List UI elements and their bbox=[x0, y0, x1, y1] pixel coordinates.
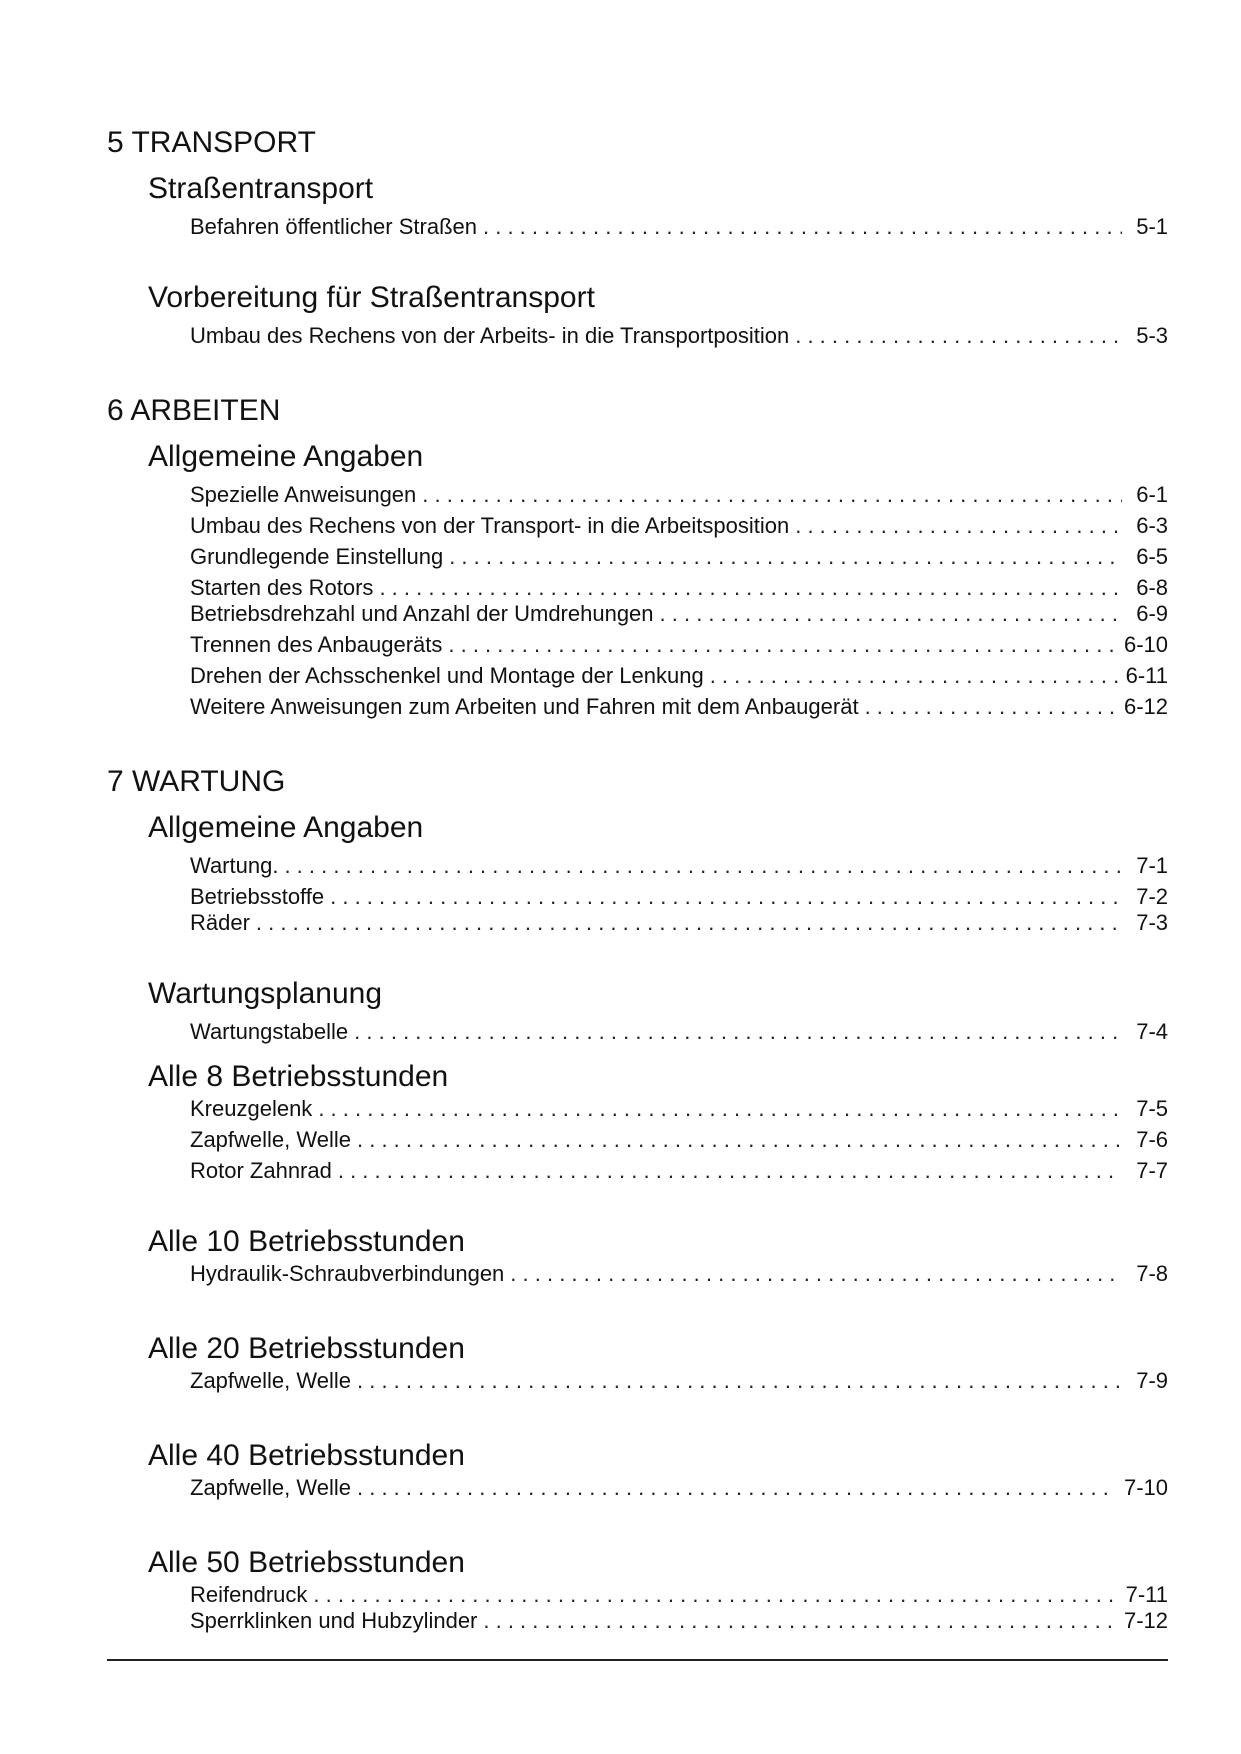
toc-entry-page: 6-1 bbox=[1136, 482, 1168, 507]
toc-entry-page: 7-3 bbox=[1136, 910, 1168, 935]
toc-entry-page: 7-9 bbox=[1136, 1368, 1168, 1393]
toc-entry-title: Zapfwelle, Welle bbox=[190, 1127, 351, 1152]
dot-leader bbox=[449, 544, 1122, 570]
toc-entry[interactable] bbox=[190, 1261, 1168, 1287]
toc-entry-title: Drehen der Achsschenkel und Montage der Lenkung bbox=[190, 663, 704, 688]
toc-entry[interactable] bbox=[190, 1475, 1168, 1501]
dot-leader bbox=[357, 1127, 1122, 1153]
section-heading: Wartungsplanung bbox=[148, 977, 383, 1010]
section-heading: Allgemeine Angaben bbox=[148, 811, 424, 844]
toc-entry-page: 6-12 bbox=[1123, 694, 1168, 719]
toc-entry-page: 5-3 bbox=[1136, 323, 1168, 348]
toc-entry-title: Zapfwelle, Welle bbox=[190, 1475, 351, 1500]
toc-entry-page: 7-10 bbox=[1123, 1475, 1168, 1500]
toc-entry-title: Wartung. bbox=[190, 853, 279, 878]
toc-entry-page: 7-5 bbox=[1136, 1096, 1168, 1121]
dot-leader bbox=[710, 663, 1118, 689]
toc-entry-page: 6-10 bbox=[1123, 632, 1168, 657]
toc-entry-title: Wartungstabelle bbox=[190, 1019, 349, 1044]
toc-entry-page: 7-4 bbox=[1136, 1019, 1168, 1044]
toc-entry-title: Kreuzgelenk bbox=[190, 1096, 313, 1121]
section-heading: Alle 40 Betriebsstunden bbox=[148, 1439, 465, 1472]
toc-entry[interactable] bbox=[190, 575, 1168, 601]
toc-entry-title: Umbau des Rechens von der Transport- in die Arbeitsposition bbox=[190, 513, 790, 538]
toc-entry[interactable] bbox=[190, 1582, 1168, 1608]
toc-entry-title: Hydraulik-Schraubverbindungen bbox=[190, 1261, 505, 1286]
toc-entry-page: 7-8 bbox=[1136, 1261, 1168, 1286]
toc-entry-title: Befahren öffentlicher Straßen bbox=[190, 214, 477, 239]
toc-entry-page: 7-1 bbox=[1136, 853, 1168, 878]
section-heading: Alle 50 Betriebsstunden bbox=[148, 1546, 465, 1579]
chapter-heading: 5 TRANSPORT bbox=[107, 126, 316, 159]
toc-entry-title: Betriebsstoffe bbox=[190, 884, 325, 909]
dot-leader bbox=[795, 513, 1122, 539]
toc-entry-title: Trennen des Anbaugeräts bbox=[190, 632, 443, 657]
toc-entry-page: 6-5 bbox=[1136, 544, 1168, 569]
toc-entry[interactable] bbox=[190, 694, 1168, 720]
dot-leader bbox=[354, 1019, 1122, 1045]
toc-entry[interactable] bbox=[190, 482, 1168, 508]
toc-entry-page: 7-7 bbox=[1136, 1158, 1168, 1183]
dot-leader bbox=[379, 575, 1122, 601]
dot-leader bbox=[357, 1368, 1122, 1394]
dot-leader bbox=[357, 1475, 1116, 1501]
dot-leader bbox=[422, 482, 1122, 508]
toc-entry-title: Räder bbox=[190, 910, 250, 935]
section-heading: Allgemeine Angaben bbox=[148, 440, 424, 473]
section-heading: Straßentransport bbox=[148, 172, 374, 205]
dot-leader bbox=[483, 1608, 1116, 1634]
dot-leader bbox=[284, 853, 1122, 879]
toc-entry[interactable] bbox=[190, 544, 1168, 570]
toc-entry-title: Grundlegende Einstellung bbox=[190, 544, 444, 569]
toc-entry-title: Weitere Anweisungen zum Arbeiten und Fahren mit dem Anbaugerät bbox=[190, 694, 859, 719]
toc-entry-page: 5-1 bbox=[1136, 214, 1168, 239]
toc-entry-page: 7-11 bbox=[1125, 1582, 1168, 1607]
toc-entry[interactable] bbox=[190, 663, 1168, 689]
section-heading: Alle 8 Betriebsstunden bbox=[148, 1060, 449, 1093]
toc-entry[interactable] bbox=[190, 632, 1168, 658]
toc-entry-title: Rotor Zahnrad bbox=[190, 1158, 332, 1183]
dot-leader bbox=[660, 601, 1122, 627]
toc-entry[interactable] bbox=[190, 601, 1168, 627]
toc-entry[interactable] bbox=[190, 323, 1168, 349]
toc-entry-page: 7-2 bbox=[1136, 884, 1168, 909]
toc-entry[interactable] bbox=[190, 884, 1168, 910]
toc-entry[interactable] bbox=[190, 214, 1168, 240]
dot-leader bbox=[313, 1582, 1117, 1608]
toc-entry-page: 6-11 bbox=[1125, 663, 1168, 688]
toc-entry[interactable] bbox=[190, 1019, 1168, 1045]
toc-entry[interactable] bbox=[190, 1608, 1168, 1634]
toc-entry[interactable] bbox=[190, 513, 1168, 539]
chapter-heading: 6 ARBEITEN bbox=[107, 394, 281, 427]
toc-entry-title: Zapfwelle, Welle bbox=[190, 1368, 351, 1393]
dot-leader bbox=[318, 1096, 1122, 1122]
dot-leader bbox=[338, 1158, 1122, 1184]
dot-leader bbox=[510, 1261, 1122, 1287]
section-heading: Vorbereitung für Straßentransport bbox=[148, 281, 595, 314]
toc-entry[interactable] bbox=[190, 1158, 1168, 1184]
toc-entry[interactable] bbox=[190, 1096, 1168, 1122]
bottom-rule bbox=[107, 1659, 1168, 1661]
toc-entry-title: Reifendruck bbox=[190, 1582, 308, 1607]
dot-leader bbox=[795, 323, 1122, 349]
toc-entry-title: Spezielle Anweisungen bbox=[190, 482, 417, 507]
toc-entry-page: 6-9 bbox=[1136, 601, 1168, 626]
toc-entry-title: Sperrklinken und Hubzylinder bbox=[190, 1608, 478, 1633]
toc-entry-title: Starten des Rotors bbox=[190, 575, 374, 600]
toc-entry[interactable] bbox=[190, 1127, 1168, 1153]
toc-entry[interactable] bbox=[190, 853, 1168, 879]
section-heading: Alle 10 Betriebsstunden bbox=[148, 1225, 465, 1258]
toc-entry-page: 6-8 bbox=[1136, 575, 1168, 600]
toc-entry-page: 6-3 bbox=[1136, 513, 1168, 538]
dot-leader bbox=[483, 214, 1122, 240]
dot-leader bbox=[448, 632, 1116, 658]
dot-leader bbox=[256, 910, 1122, 936]
chapter-heading: 7 WARTUNG bbox=[107, 765, 286, 798]
toc-entry[interactable] bbox=[190, 1368, 1168, 1394]
toc-entry-page: 7-6 bbox=[1136, 1127, 1168, 1152]
toc-entry-title: Betriebsdrehzahl und Anzahl der Umdrehungen bbox=[190, 601, 654, 626]
dot-leader bbox=[865, 694, 1116, 720]
toc-entry-title: Umbau des Rechens von der Arbeits- in die Transportposition bbox=[190, 323, 790, 348]
toc-entry-page: 7-12 bbox=[1123, 1608, 1168, 1633]
section-heading: Alle 20 Betriebsstunden bbox=[148, 1332, 465, 1365]
dot-leader bbox=[330, 884, 1122, 910]
toc-entry[interactable] bbox=[190, 910, 1168, 936]
